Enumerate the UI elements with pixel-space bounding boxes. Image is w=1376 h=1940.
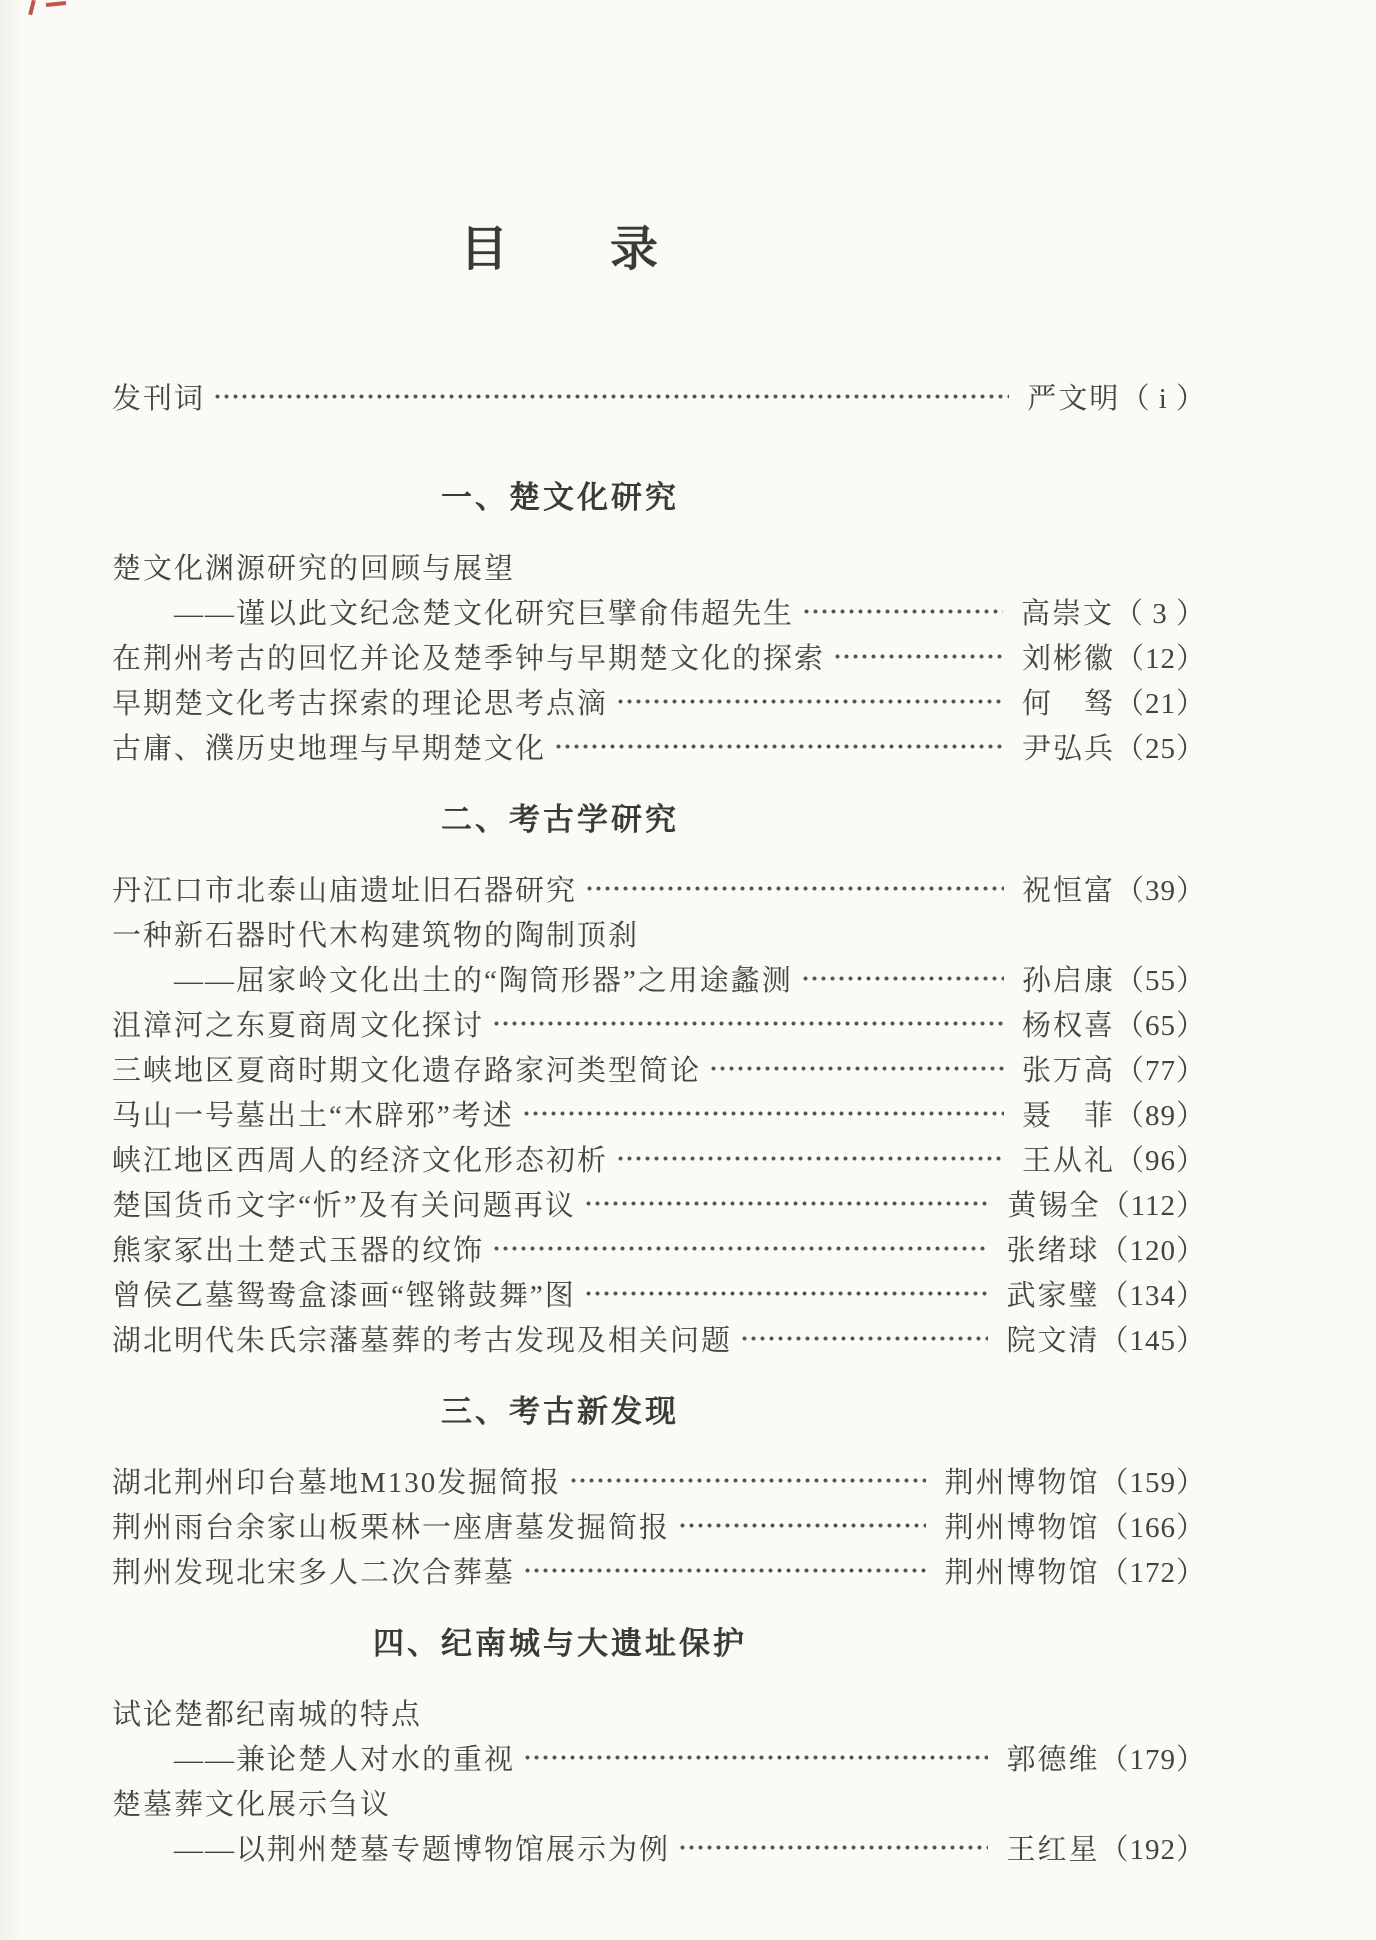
- toc-entry-subrow: [112, 589, 1206, 634]
- toc-entry: [112, 1458, 1206, 1503]
- toc-entry: [112, 679, 1206, 724]
- toc-entry-row: [112, 866, 1206, 911]
- toc-entry: [112, 1548, 1206, 1593]
- toc-entry: [112, 1001, 1206, 1046]
- toc-entry-title: 熊家冢出土楚式玉器的纹饰: [112, 1235, 485, 1267]
- toc-entry: [112, 1271, 1206, 1316]
- toc-entry-subrow: [112, 1825, 1206, 1870]
- toc-entry: [112, 1136, 1206, 1181]
- toc-section: [112, 475, 1206, 769]
- toc-entry-page: （96）: [1114, 1145, 1206, 1177]
- toc-entry-row: [112, 634, 1206, 679]
- toc-entry: [112, 866, 1206, 911]
- toc-entry-subtitle: ——兼论楚人对水的重视: [174, 1744, 516, 1776]
- toc-entry-row: [112, 1316, 1206, 1361]
- toc-entry-author: 刘彬徽: [1021, 643, 1115, 675]
- toc-entry-title: 荆州发现北宋多人二次合葬墓: [112, 1557, 516, 1589]
- section-heading: 二、考古学研究: [441, 802, 679, 837]
- toc-entry-author: 武家璧: [1006, 1280, 1100, 1312]
- dot-leader: [833, 634, 1004, 679]
- toc-entry-title: 在荆州考古的回忆并论及楚季钟与早期楚文化的探索: [112, 643, 826, 675]
- toc-entry: [112, 1503, 1206, 1548]
- toc-entry-row: [112, 374, 1206, 419]
- toc-entry-row: [112, 1503, 1206, 1548]
- dot-leader: [802, 589, 1003, 634]
- section-entries: [112, 866, 1206, 1361]
- toc-entry-title: 古庸、濮历史地理与早期楚文化: [112, 733, 547, 765]
- toc-entry-page: （39）: [1114, 875, 1206, 907]
- toc-entry-author: 杨权喜: [1021, 1010, 1115, 1042]
- toc-entry-row: [112, 1046, 1206, 1091]
- toc-entry-page: （25）: [1114, 733, 1206, 765]
- toc-entry-row: [112, 1690, 1206, 1735]
- toc-entry-title: 湖北明代朱氏宗藩墓葬的考古发现及相关问题: [112, 1325, 733, 1357]
- toc-entry-title: 楚文化渊源研究的回顾与展望: [112, 553, 516, 585]
- toc-entry-title: 发刊词: [112, 383, 206, 415]
- toc-entry-author: 尹弘兵: [1021, 733, 1115, 765]
- toc-entry-page: （77）: [1114, 1055, 1206, 1087]
- toc-entry-page: （ i ）: [1120, 383, 1206, 415]
- toc-entry-author: 院文清: [1006, 1325, 1100, 1357]
- toc-entry-author: 祝恒富: [1021, 875, 1115, 907]
- dot-leader: [616, 1136, 1004, 1181]
- toc-entry-page: （134）: [1099, 1280, 1206, 1312]
- toc-entry-row: [112, 911, 1206, 956]
- toc-entry-subrow: [112, 956, 1206, 1001]
- toc-entry-title: 楚国货币文字“忻”及有关问题再议: [112, 1190, 576, 1222]
- toc-entry-title: 三峡地区夏商时期文化遗存路家河类型简论: [112, 1055, 702, 1087]
- toc-entry: [112, 1046, 1206, 1091]
- toc-entry-page: （89）: [1114, 1100, 1206, 1132]
- toc-entry-title: 湖北荆州印台墓地M130发掘简报: [112, 1467, 562, 1499]
- dot-leader: [522, 1091, 1004, 1136]
- toc-entry-title: 试论楚都纪南城的特点: [112, 1699, 423, 1731]
- toc-entry-author: 黄锡全: [1007, 1190, 1101, 1222]
- toc-entry-title: 曾侯乙墓鸳鸯盒漆画“铿锵鼓舞”图: [112, 1280, 576, 1312]
- toc-entry-row: [112, 1271, 1206, 1316]
- toc-entry: [112, 911, 1206, 1001]
- section-entries: [112, 1690, 1206, 1870]
- toc-entry-title: 丹江口市北泰山庙遗址旧石器研究: [112, 875, 578, 907]
- toc-entry: [112, 1091, 1206, 1136]
- toc-entry-author: 荆州博物馆: [944, 1512, 1100, 1544]
- toc-entry-row: [112, 679, 1206, 724]
- toc-entry-author: 张万高: [1021, 1055, 1115, 1087]
- toc-entry-subtitle: ——以荆州楚墓专题博物馆展示为例: [174, 1834, 671, 1866]
- dot-leader: [554, 724, 1004, 769]
- toc-entry-page: （65）: [1114, 1010, 1206, 1042]
- toc-entry-author: 郭德维: [1006, 1744, 1100, 1776]
- section-entries: [112, 1458, 1206, 1593]
- toc-entry-title: 楚墓葬文化展示刍议: [112, 1789, 392, 1821]
- toc-entry-author: 严文明: [1027, 383, 1121, 415]
- toc-entry-row: [112, 544, 1206, 589]
- toc-entry-page: （12）: [1114, 643, 1206, 675]
- dot-leader: [569, 1458, 926, 1503]
- toc-section: [112, 797, 1206, 1361]
- toc-entry-author: 王红星: [1006, 1834, 1100, 1866]
- toc-entry-page: （55）: [1114, 965, 1206, 997]
- toc-entry-page: （120）: [1099, 1235, 1206, 1267]
- toc-entry-author: 荆州博物馆: [944, 1467, 1100, 1499]
- toc-entry-subrow: [112, 1735, 1206, 1780]
- section-heading: 一、楚文化研究: [441, 480, 679, 515]
- dot-leader: [492, 1226, 988, 1271]
- toc-entry-row: [112, 1226, 1206, 1271]
- toc-entry-author: 聂 菲: [1021, 1100, 1115, 1132]
- toc-entry-title: 一种新石器时代木构建筑物的陶制顶刹: [112, 920, 640, 952]
- toc-entry: [112, 724, 1206, 769]
- dot-leader: [584, 1181, 990, 1226]
- toc-entry: [112, 374, 1206, 419]
- toc-entry-row: [112, 724, 1206, 769]
- scan-artifact: [46, 1, 66, 7]
- toc-entry-author: 孙启康: [1021, 965, 1115, 997]
- dot-leader: [678, 1825, 988, 1870]
- toc-entry-author: 张绪球: [1006, 1235, 1100, 1267]
- toc-entry: [112, 1181, 1206, 1226]
- toc-entry: [112, 1780, 1206, 1870]
- toc-entry-page: （145）: [1099, 1325, 1206, 1357]
- toc-entry-title: 荆州雨台余家山板栗林一座唐墓发掘简报: [112, 1512, 671, 1544]
- dot-leader: [523, 1548, 926, 1593]
- dot-leader: [585, 866, 1004, 911]
- toc-entry-subtitle: ——谨以此文纪念楚文化研究巨擘俞伟超先生: [174, 598, 795, 630]
- toc-entry-page: （192）: [1099, 1834, 1206, 1866]
- toc-entry-row: [112, 1001, 1206, 1046]
- toc-entry: [112, 1226, 1206, 1271]
- toc-entry: [112, 544, 1206, 634]
- toc-entry-row: [112, 1458, 1206, 1503]
- scan-artifact: [28, 0, 36, 15]
- toc-entry-title: 沮漳河之东夏商周文化探讨: [112, 1010, 485, 1042]
- toc-entry: [112, 634, 1206, 679]
- toc-list: [112, 374, 1206, 1870]
- toc-entry-row: [112, 1136, 1206, 1181]
- toc-entry-row: [112, 1548, 1206, 1593]
- toc-section: [112, 1389, 1206, 1593]
- toc-entry-page: （21）: [1114, 688, 1206, 720]
- toc-entry-row: [112, 1181, 1206, 1226]
- toc-entry-title: 峡江地区西周人的经济文化形态初析: [112, 1145, 609, 1177]
- dot-leader: [709, 1046, 1004, 1091]
- toc-entry-title: 早期楚文化考古探索的理论思考点滴: [112, 688, 609, 720]
- dot-leader: [213, 374, 1009, 419]
- toc-entry-author: 何 驽: [1021, 688, 1115, 720]
- toc-entry-author: 荆州博物馆: [944, 1557, 1100, 1589]
- toc-section: [112, 1621, 1206, 1870]
- dot-leader: [492, 1001, 1004, 1046]
- toc-entry-row: [112, 1780, 1206, 1825]
- dot-leader: [523, 1735, 988, 1780]
- page-title: 目 录: [459, 223, 660, 276]
- toc-entry-author: 王从礼: [1021, 1145, 1115, 1177]
- toc-entry-page: （112）: [1100, 1190, 1206, 1222]
- toc-entry-page: （159）: [1099, 1467, 1206, 1499]
- toc-entry-page: （166）: [1099, 1512, 1206, 1544]
- section-heading: 三、考古新发现: [441, 1394, 679, 1429]
- dot-leader: [616, 679, 1004, 724]
- toc-entry-author: 高崇文: [1020, 598, 1114, 630]
- toc-entry-page: （179）: [1099, 1744, 1206, 1776]
- dot-leader: [678, 1503, 926, 1548]
- toc-entry: [112, 1316, 1206, 1361]
- toc-entry-page: （172）: [1099, 1557, 1206, 1589]
- toc-entry-title: 马山一号墓出土“木辟邪”考述: [112, 1100, 514, 1132]
- toc-entry-page: （ 3 ）: [1113, 598, 1206, 630]
- section-entries: [112, 544, 1206, 769]
- toc-entry-row: [112, 1091, 1206, 1136]
- dot-leader: [740, 1316, 988, 1361]
- section-heading: 四、纪南城与大遗址保护: [373, 1626, 747, 1661]
- toc-entry: [112, 1690, 1206, 1780]
- toc-entry-subtitle: ——屈家岭文化出土的“陶筒形器”之用途蠡测: [174, 965, 793, 997]
- dot-leader: [801, 956, 1004, 1001]
- dot-leader: [584, 1271, 989, 1316]
